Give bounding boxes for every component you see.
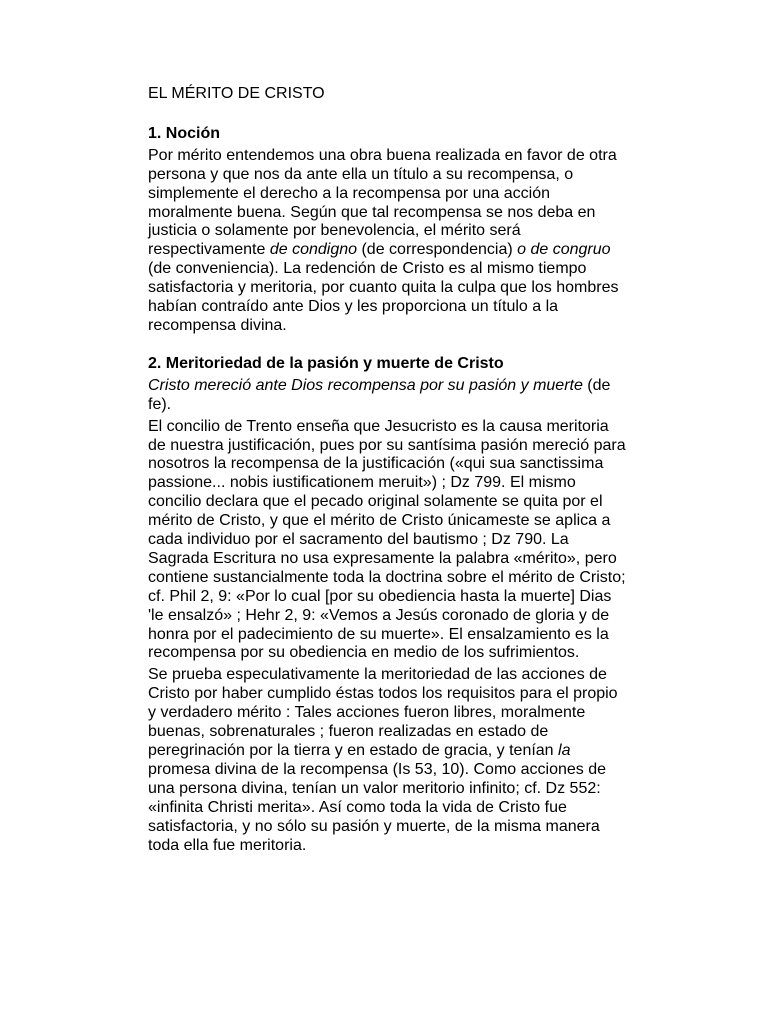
paragraph-trento: El concilio de Trento enseña que Jesucristo es la causa meritoria de nuestra justificación, pues por su santísima pasión mereció para nosotros la recompensa de la justificación («qui sua sanctissima passione... nobis iustificationem meruit») ; Dz 799. El mismo concilio declara que el pecado original solamente se quita por el mérito de Cristo, y que el mérito de Cristo únicameste se aplica a cada individuo por el sacramento del bautismo ; Dz 790. La Sagrada Escritura no usa expresamente la palabra «mérito», pero contiene sustancialmente toda la doctrina sobre el mérito de Cristo; cf. Phil 2, 9: «Por lo cual [por su obediencia hasta la muerte] Dias 'le ensalzó» ; Hehr 2, 9: «Vemos a Jesús coronado de gloria y de honra por el padecimiento de su muerte». El ensalzamiento es la recompensa por su obediencia en medio de los sufrimientos. [148, 417, 626, 662]
text-run: Se prueba especulativamente la meritoriedad de las acciones de Cristo por haber cumplido éstas todos los requisitos para el propio y verdadero mérito : Tales acciones fueron libres, moralmente buenas, sobrenaturales ; fueron realizadas en estado de peregrinación por la tierra y en estado de gracia, y tenían [148, 666, 618, 759]
italic-term-de-congruo: o de congruo [517, 241, 611, 259]
text-run: (de correspondencia) [357, 241, 518, 259]
text-run: Por mérito entendemos una obra buena realizada en favor de otra persona y que nos da ante ella un título a su recompensa, o simplemente el derecho a la recompensa por una acción moralmente buena. Según que tal recompensa se nos deba en justicia o solamente por benevolencia, el mérito será respectivamente [148, 146, 617, 259]
text-run: promesa divina de la recompensa (Is 53, 10). Como acciones de una persona divina, tenían un valor meritorio infinito; cf. Dz 552: «infinita Christi merita». Así como toda la vida de Cristo fue satisfactoria, y no sólo su pasión y muerte, de la misma manera toda ella fue meritoria. [148, 760, 607, 854]
document-title: EL MÉRITO DE CRISTO [148, 85, 325, 102]
thesis-italic: Cristo mereció ante Dios recompensa por su pasión y muerte [148, 376, 583, 394]
section-heading-nocion: 1. Noción [148, 124, 221, 142]
document-body [148, 85, 628, 858]
section-heading-meritoriedad: 2. Meritoriedad de la pasión y muerte de Cristo [148, 354, 504, 372]
text-run: (de conveniencia). La redención de Cristo es al mismo tiempo satisfactoria y meritoria, por cuanto quita la culpa que los hombres habían contraído ante Dios y les proporciona un título a la recompensa divina. [148, 260, 619, 334]
thesis-note: (de fe). [148, 376, 611, 413]
italic-word-la: la [558, 742, 571, 759]
paragraph-nocion [148, 147, 628, 336]
paragraph-prueba-especulativa [148, 666, 628, 855]
italic-term-de-condigno: de condigno [269, 241, 358, 259]
thesis-statement [148, 377, 628, 415]
